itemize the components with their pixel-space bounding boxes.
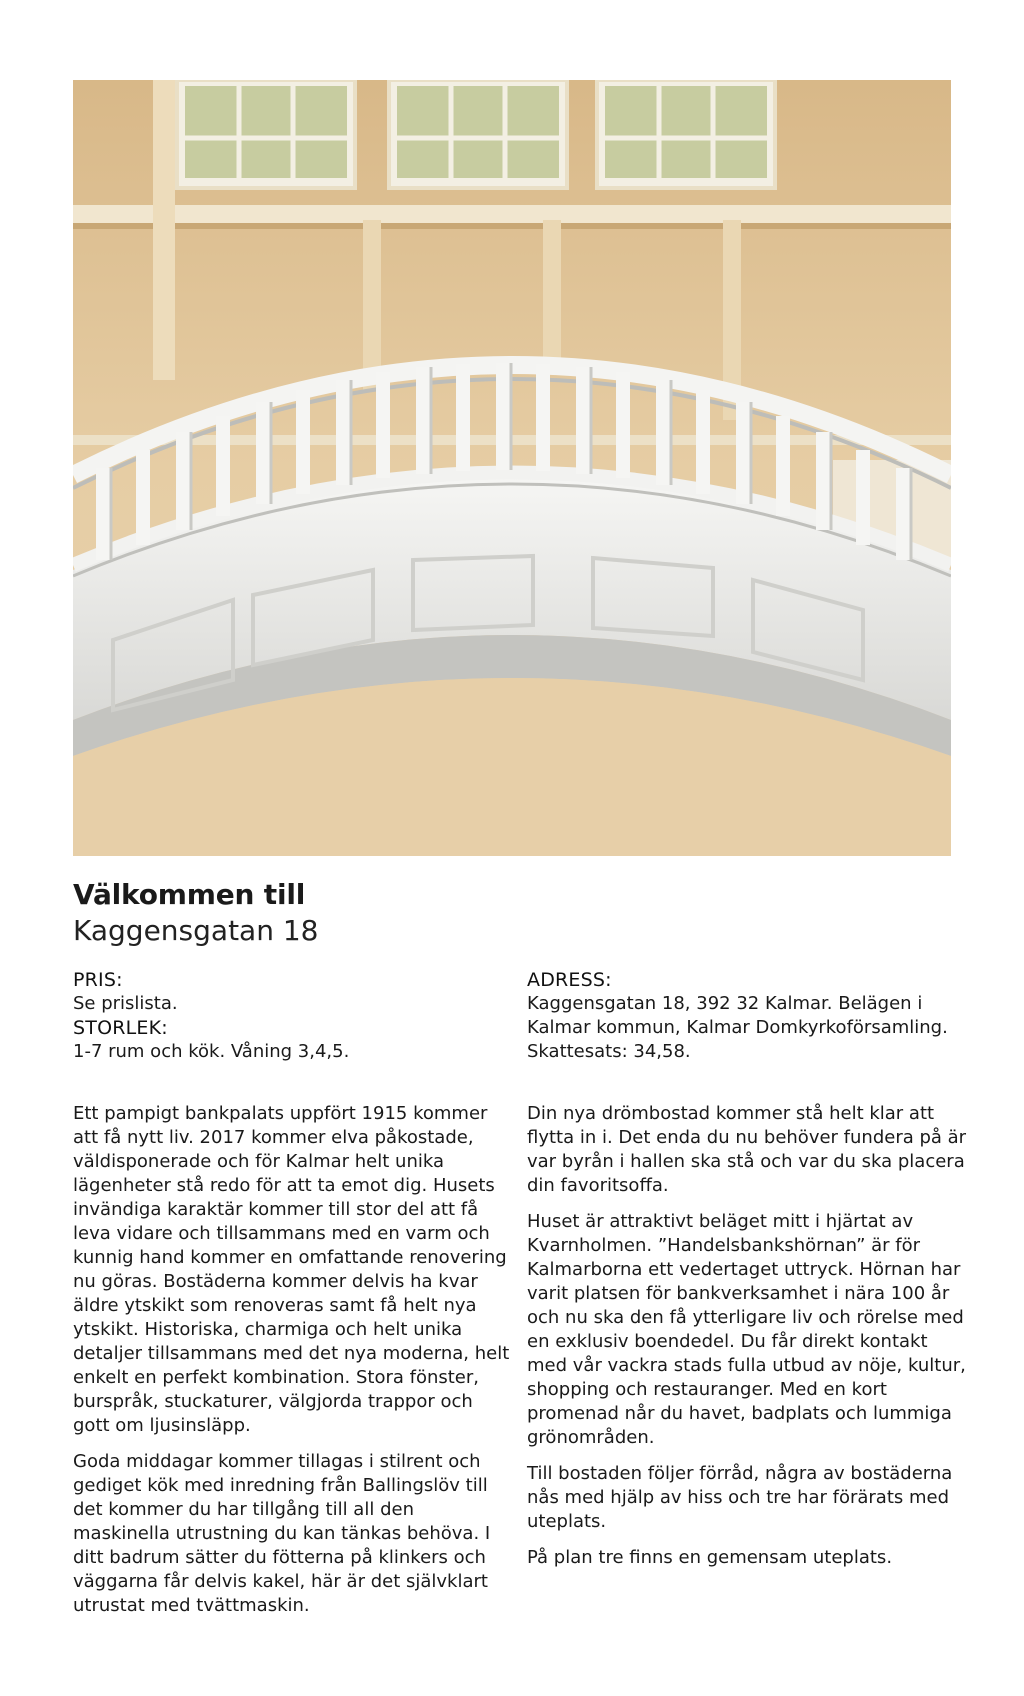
body-left xyxy=(73,1102,513,1630)
address-label: ADRESS: xyxy=(527,969,612,991)
paragraph-terrace: På plan tre finns en gemensam uteplats. xyxy=(527,1547,893,1568)
facts-right xyxy=(527,968,967,1064)
paragraph-location: Huset är attraktivt beläget mitt i hjärtat av Kvarnholmen. ”Handelsbankshörnan” är för Kalmarborna ett vedertaget uttryck. Hörnan har varit platsen för bankverksamhet i nära 100 år och nu ska den få ytterligare liv och rörelse med en exklusiv boendedel. Du får direkt kontakt med vår vackra stads fulla utbud av nöje, kultur, shopping och restauranger. Med en kort promenad når du havet, badplats och lummiga grönområden. xyxy=(527,1211,966,1448)
body-right xyxy=(527,1102,967,1582)
tax-value: Skattesats: 34,58. xyxy=(527,1041,691,1062)
address-value: Kaggensgatan 18, 392 32 Kalmar. Belägen i Kalmar kommun, Kalmar Domkyrkoförsamling. xyxy=(527,993,948,1038)
price-value: Se prislista. xyxy=(73,993,178,1014)
balcony-photo xyxy=(73,80,951,856)
paragraph-dream-home: Din nya drömbostad kommer stå helt klar att flytta in i. Det enda du nu behöver fundera på är var byrån i hallen ska stå och var du ska placera din favoritsoffa. xyxy=(527,1103,967,1196)
heading-title: Välkommen till xyxy=(73,878,306,911)
price-label: PRIS: xyxy=(73,969,123,991)
paragraph-storage: Till bostaden följer förråd, några av bostäderna nås med hjälp av hiss och tre har förärats med uteplats. xyxy=(527,1463,953,1532)
heading-address: Kaggensgatan 18 xyxy=(73,914,319,947)
size-value: 1-7 rum och kök. Våning 3,4,5. xyxy=(73,1041,350,1062)
size-label: STORLEK: xyxy=(73,1017,168,1039)
facts-left xyxy=(73,968,513,1064)
paragraph-intro: Ett pampigt bankpalats uppfört 1915 kommer att få nytt liv. 2017 kommer elva påkostade, väldisponerade och för Kalmar helt unika lägenheter stå redo för att ta emot dig. Husets invändiga karaktär kommer till stor del att få leva vidare och tillsammans med en varm och kunnig hand kommer en omfattande renovering nu göras. Bostäderna kommer delvis ha kvar äldre ytskikt som renoveras samt få helt nya ytskikt. Historiska, charmiga och helt unika detaljer tillsammans med det nya moderna, helt enkelt en perfekt kombination. Stora fönster, burspråk, stuckaturer, välgjorda trappor och gott om ljusinsläpp. xyxy=(73,1103,510,1436)
paragraph-kitchen: Goda middagar kommer tillagas i stilrent och gediget kök med inredning från Ballingslöv till det kommer du har tillgång till all den maskinella utrustning du kan tänkas behöva. I ditt badrum sätter du fötterna på klinkers och väggarna får delvis kakel, här är det självklart utrustat med tvättmaskin. xyxy=(73,1451,491,1616)
